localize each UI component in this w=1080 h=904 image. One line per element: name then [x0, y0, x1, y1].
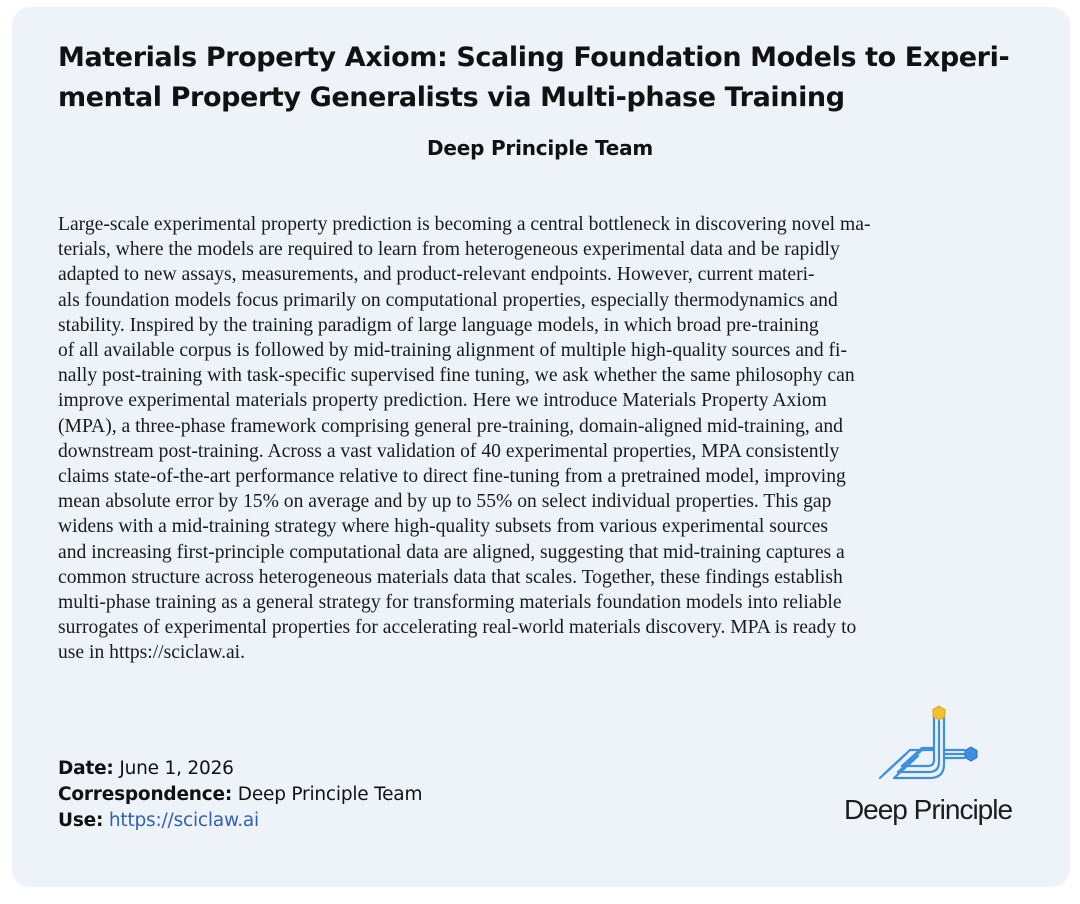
use-link[interactable]: https://sciclaw.ai	[108, 810, 259, 831]
title-line: Materials Property Axiom: Scaling Foundation Models to Experi-	[58, 42, 1010, 73]
logo-circuit-icon	[876, 704, 986, 788]
logo-wordmark: Deep Principle	[843, 794, 1013, 825]
abstract-line: terials, where the models are required to learn from heterogeneous experimental data and be rapidly	[58, 239, 840, 261]
abstract-line: surrogates of experimental properties for accelerating real-world materials discovery. MPA is ready to	[58, 617, 857, 639]
use-label: Use:	[58, 810, 104, 831]
abstract-line: (MPA), a three-phase framework comprising general pre-training, domain-aligned mid-training, and	[58, 415, 843, 437]
date-label: Date:	[58, 758, 114, 779]
correspondence-label: Correspondence:	[58, 784, 233, 805]
abstract-line: stability. Inspired by the training paradigm of large language models, in which broad pre-training	[58, 314, 819, 336]
use-row	[58, 808, 422, 834]
abstract-line: mean absolute error by 15% on average and by up to 55% on select individual properties. This gap	[58, 491, 832, 513]
date-value: June 1, 2026	[119, 758, 234, 779]
abstract-line: Large-scale experimental property prediction is becoming a central bottleneck in discovering novel ma-	[58, 214, 871, 235]
paper-meta	[58, 756, 422, 834]
abstract-line: als foundation models focus primarily on computational properties, especially thermodynamics and	[58, 289, 838, 311]
deep-principle-logo	[830, 700, 1026, 835]
correspondence-row	[58, 782, 422, 808]
abstract-line: of all available corpus is followed by mid-training alignment of multiple high-quality sources and fi-	[58, 340, 848, 362]
abstract-line: and increasing first-principle computational data are aligned, suggesting that mid-training captures a	[58, 541, 845, 563]
abstract-line: widens with a mid-training strategy where high-quality subsets from various experimental sources	[58, 516, 828, 538]
abstract-line: claims state-of-the-art performance relative to direct fine-tuning from a pretrained model, improving	[58, 466, 846, 488]
abstract-line: multi-phase training as a general strategy for transforming materials foundation models into reliable	[58, 592, 842, 614]
abstract-line: use in https://sciclaw.ai.	[58, 642, 246, 664]
abstract	[58, 212, 1030, 666]
abstract-line: nally post-training with task-specific supervised fine tuning, we ask whether the same philosophy can	[58, 365, 855, 387]
paper-title	[58, 38, 1026, 118]
date-row	[58, 756, 422, 782]
abstract-line: downstream post-training. Across a vast validation of 40 experimental properties, MPA consistently	[58, 440, 840, 462]
title-line: mental Property Generalists via Multi-phase Training	[58, 82, 845, 113]
correspondence-value: Deep Principle Team	[237, 784, 423, 805]
abstract-line: adapted to new assays, measurements, and product-relevant endpoints. However, current materi-	[58, 264, 815, 286]
author-line: Deep Principle Team	[426, 136, 654, 160]
abstract-line: improve experimental materials property prediction. Here we introduce Materials Property Axiom	[58, 390, 827, 412]
abstract-line: common structure across heterogeneous materials data that scales. Together, these findings establish	[58, 566, 843, 588]
